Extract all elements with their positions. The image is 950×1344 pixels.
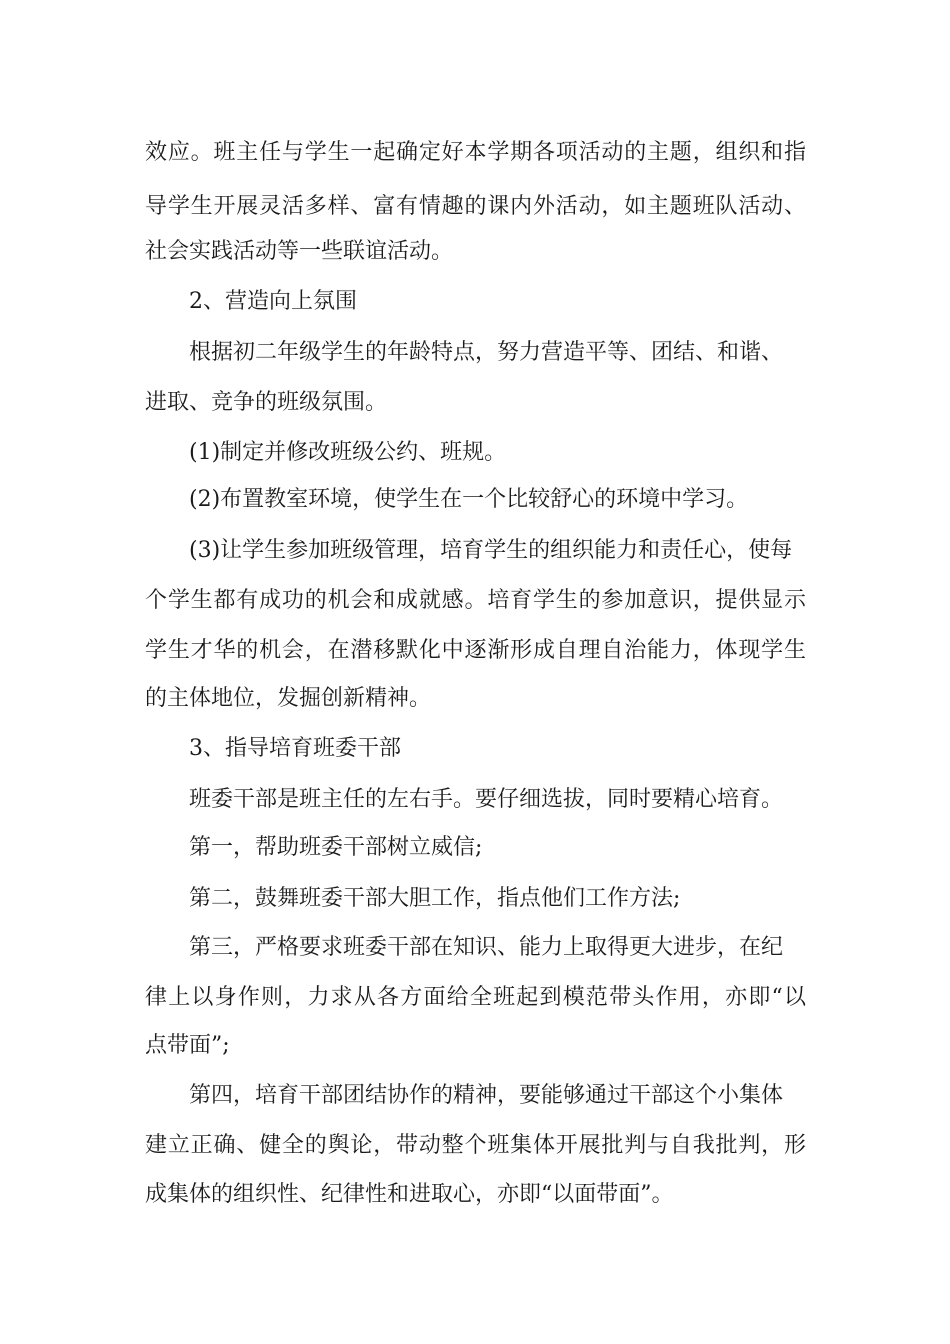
text-line: 点带面”;	[145, 1033, 230, 1058]
text-line: 社会实践活动等一些联谊活动。	[145, 239, 454, 264]
text-line: 学生才华的机会，在潜移默化中逐渐形成自理自治能力，体现学生	[145, 638, 806, 663]
text-line: 成集体的组织性、纪律性和进取心，亦即“以面带面”。	[145, 1182, 674, 1207]
text-line: 建立正确、健全的舆论，带动整个班集体开展批判与自我批判，形	[145, 1133, 806, 1158]
list-item: 第四，培育干部团结协作的精神，要能够通过干部这个小集体	[189, 1083, 784, 1108]
text-line: 根据初二年级学生的年龄特点，努力营造平等、团结、和谐、	[189, 340, 784, 365]
text-line: 进取、竞争的班级氛围。	[145, 390, 388, 415]
text-line: 律上以身作则，力求从各方面给全班起到模范带头作用，亦即“以	[145, 985, 806, 1010]
list-item: 第一，帮助班委干部树立威信;	[189, 835, 483, 860]
text-line: 效应。班主任与学生一起确定好本学期各项活动的主题，组织和指	[145, 140, 806, 165]
text-line: 导学生开展灵活多样、富有情趣的课内外活动，如主题班队活动、	[145, 194, 806, 219]
list-item: (3)让学生参加班级管理，培育学生的组织能力和责任心，使每	[189, 538, 793, 563]
list-item: (1)制定并修改班级公约、班规。	[189, 440, 507, 465]
text-line: 的主体地位，发掘创新精神。	[145, 686, 432, 711]
list-item: (2)布置教室环境，使学生在一个比较舒心的环境中学习。	[189, 487, 749, 512]
text-line: 个学生都有成功的机会和成就感。培育学生的参加意识，提供显示	[145, 588, 806, 613]
list-item: 第三，严格要求班委干部在知识、能力上取得更大进步，在纪	[189, 935, 784, 960]
section-heading: 2、营造向上氛围	[189, 289, 357, 314]
list-item: 第二，鼓舞班委干部大胆工作，指点他们工作方法;	[189, 886, 681, 911]
section-heading: 3、指导培育班委干部	[189, 736, 401, 761]
text-line: 班委干部是班主任的左右手。要仔细选拔，同时要精心培育。	[189, 787, 784, 812]
